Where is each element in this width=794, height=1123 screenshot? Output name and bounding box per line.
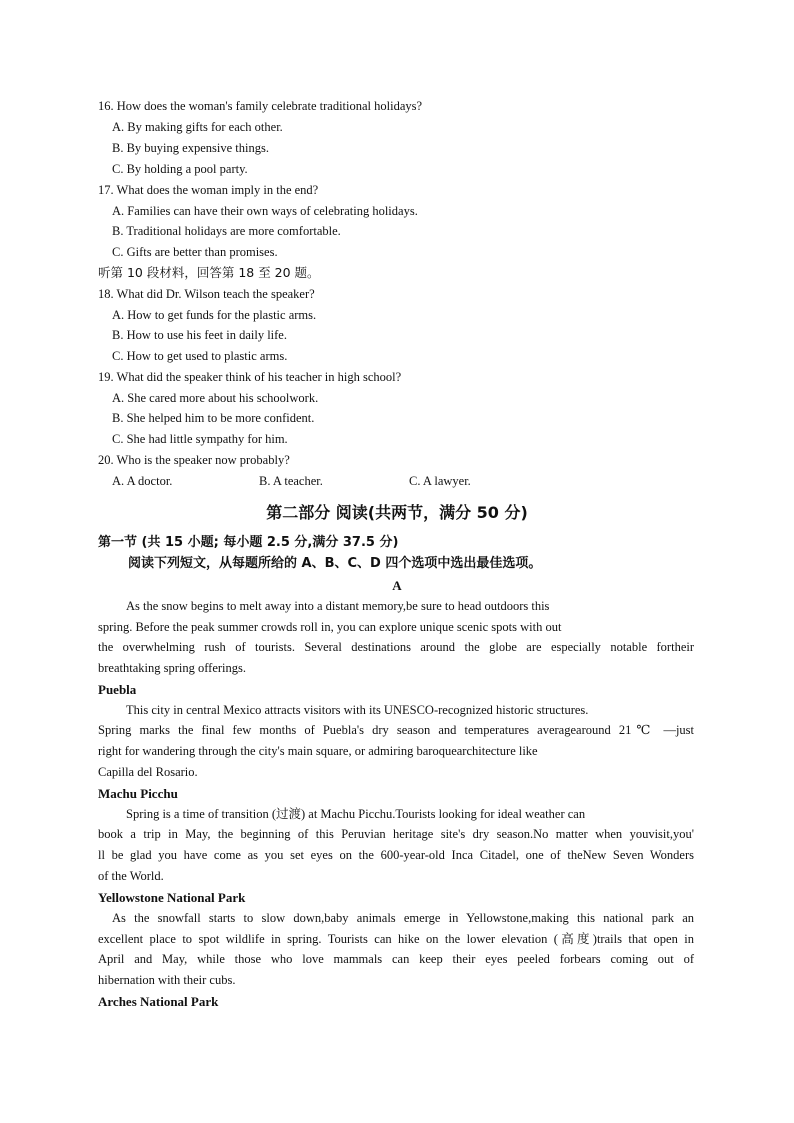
- q17-option-b: B. Traditional holidays are more comfortable.: [112, 224, 341, 238]
- intro-line-2: spring. Before the peak summer crowds roll in, you can explore unique scenic spots with out: [98, 620, 562, 634]
- q20-option-c: C. A lawyer.: [409, 474, 471, 488]
- question-19: 19. What did the speaker think of his teacher in high school?: [98, 370, 402, 384]
- q16-option-a: A. By making gifts for each other.: [112, 120, 283, 134]
- machu-picchu-line-2: book a trip in May, the beginning of this Peruvian heritage site's dry season.No matter when youvisit,you': [98, 827, 694, 841]
- q16-option-c: C. By holding a pool party.: [112, 162, 248, 176]
- machu-picchu-line-4: of the World.: [98, 869, 164, 883]
- question-18: 18. What did Dr. Wilson teach the speaker?: [98, 287, 315, 301]
- yellowstone-line-3: April and May, while those who love mammals can keep their eyes peeled forbears coming out of: [98, 952, 694, 966]
- machu-picchu-heading: Machu Picchu: [98, 786, 178, 801]
- q18-option-c: C. How to get used to plastic arms.: [112, 349, 288, 363]
- q17-option-a: A. Families can have their own ways of celebrating holidays.: [112, 204, 418, 218]
- yellowstone-heading: Yellowstone National Park: [98, 890, 246, 905]
- question-20: 20. Who is the speaker now probably?: [98, 453, 290, 467]
- yellowstone-line-4: hibernation with their cubs.: [98, 973, 236, 987]
- intro-line-4: breathtaking spring offerings.: [98, 661, 246, 675]
- passage-label: A: [392, 578, 402, 593]
- q16-option-b: B. By buying expensive things.: [112, 141, 269, 155]
- q20-option-a: A. A doctor.: [112, 474, 173, 488]
- intro-line-1: As the snow begins to melt away into a distant memory,be sure to head outdoors this: [126, 599, 550, 613]
- puebla-line-2: Spring marks the final few months of Puebla's dry season and temperatures averagearound 21℃ —just: [98, 723, 694, 737]
- machu-picchu-line-1: Spring is a time of transition (过渡) at Machu Picchu.Tourists looking for ideal weather can: [126, 807, 586, 821]
- yellowstone-line-1: As the snowfall starts to slow down,baby animals emerge in Yellowstone,making this national park an: [112, 911, 694, 925]
- puebla-heading: Puebla: [98, 682, 137, 697]
- yellowstone-line-2: excellent place to spot wildlife in spring. Tourists can hike on the lower elevation (高度)trails that open in: [98, 932, 694, 946]
- machu-picchu-line-3: ll be glad you have come as you set eyes on the 600-year-old Inca Citadel, one of theNew Seven Wonders: [98, 848, 694, 862]
- part-two-title: 第二部分 阅读(共两节，满分 50 分): [266, 503, 528, 522]
- puebla-line-3: right for wandering through the city's main square, or admiring baroquearchitecture like: [98, 744, 538, 758]
- q17-option-c: C. Gifts are better than promises.: [112, 245, 278, 259]
- listening-instruction-10: 听第 10 段材料，回答第 18 至 20 题。: [98, 265, 320, 280]
- puebla-line-1: This city in central Mexico attracts visitors with its UNESCO-recognized historic structures.: [126, 703, 589, 717]
- question-17: 17. What does the woman imply in the end?: [98, 183, 319, 197]
- q20-option-b: B. A teacher.: [259, 474, 323, 488]
- section-one-title: 第一节 (共 15 小题; 每小题 2.5 分,满分 37.5 分): [98, 535, 399, 550]
- arches-heading: Arches National Park: [98, 994, 219, 1009]
- q19-option-a: A. She cared more about his schoolwork.: [112, 391, 319, 405]
- q18-option-b: B. How to use his feet in daily life.: [112, 328, 287, 342]
- question-16: 16. How does the woman's family celebrate traditional holidays?: [98, 99, 423, 113]
- q19-option-c: C. She had little sympathy for him.: [112, 432, 288, 446]
- q19-option-b: B. She helped him to be more confident.: [112, 411, 315, 425]
- intro-line-3: the overwhelming rush of tourists. Several destinations around the globe are especially notable fortheir: [98, 640, 694, 654]
- q18-option-a: A. How to get funds for the plastic arms.: [112, 308, 317, 322]
- puebla-line-4: Capilla del Rosario.: [98, 765, 198, 779]
- reading-instruction: 阅读下列短文，从每题所给的 A、B、C、D 四个选项中选出最佳选项。: [128, 556, 542, 571]
